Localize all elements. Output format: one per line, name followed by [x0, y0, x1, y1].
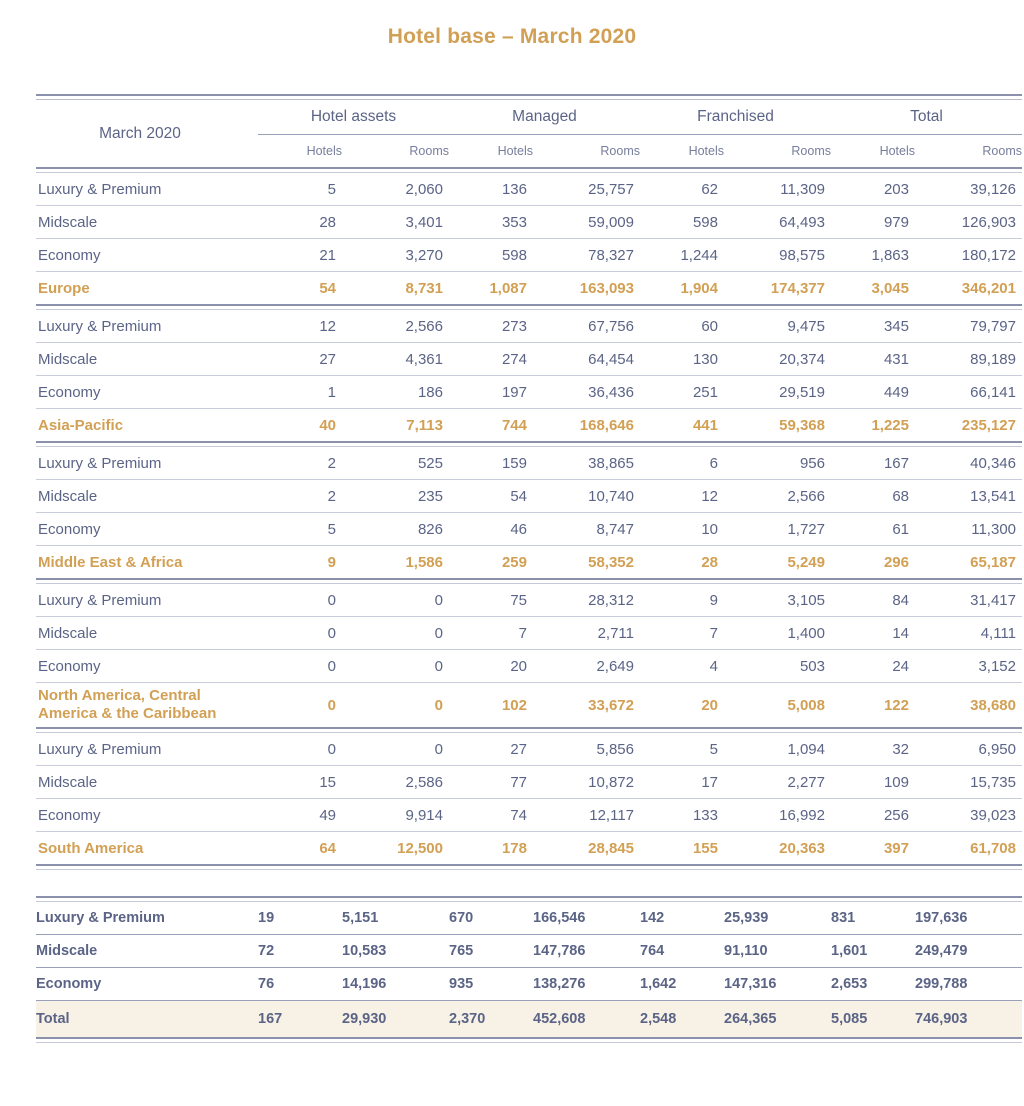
- summary-row-economy-franchised-hotels: 1,642: [640, 968, 724, 1001]
- segment-row-economy-franchised-hotels: 10: [640, 513, 724, 546]
- region-row-south-america-franchised-rooms: 20,363: [724, 832, 831, 866]
- segment-row-midscale-hotel-assets-hotels: 27: [258, 343, 342, 376]
- segment-row-midscale-label: Midscale: [36, 617, 258, 650]
- subheader-hotel-assets-rooms: Rooms: [409, 144, 449, 158]
- table-bottom-rule-cell: [36, 1038, 1022, 1043]
- segment-row-luxury-and-premium-managed-hotels: 136: [449, 173, 533, 206]
- segment-row-luxury-and-premium: [36, 584, 1022, 617]
- region-row-south-america-managed-hotels: 178: [449, 832, 533, 866]
- subheader-managed-hotels: Hotels: [497, 144, 533, 158]
- segment-row-midscale-total-rooms: 126,903: [915, 206, 1022, 239]
- total-row-total-rooms: 746,903: [915, 1001, 1022, 1039]
- segment-row-luxury-and-premium: [36, 173, 1022, 206]
- segment-row-luxury-and-premium-total-rooms: 40,346: [915, 447, 1022, 480]
- summary-row-luxury-and-premium-label: Luxury & Premium: [36, 910, 165, 926]
- segment-row-luxury-and-premium-total-hotels: 32: [831, 733, 915, 766]
- segment-row-economy-franchised-rooms: 1,727: [724, 513, 831, 546]
- segment-row-luxury-and-premium-franchised-hotels: 5: [640, 733, 724, 766]
- region-row-europe-managed-hotels: 1,087: [449, 272, 533, 306]
- segment-row-midscale: [36, 480, 1022, 513]
- region-row-middle-east-and-africa-managed-hotels: 259: [449, 546, 533, 580]
- segment-row-luxury-and-premium-total-rooms: 39,126: [915, 173, 1022, 206]
- segment-row-luxury-and-premium-hotel-assets-hotels: 5: [258, 173, 342, 206]
- table-bottom-rule: [36, 1038, 1022, 1043]
- segment-row-economy-managed-hotels: 598: [449, 239, 533, 272]
- segment-row-luxury-and-premium-managed-rooms: 25,757: [533, 173, 640, 206]
- region-row-asia-pacific-total-hotels: 1,225: [831, 409, 915, 443]
- summary-row-economy-hotel-assets-hotels: 76: [258, 968, 342, 1001]
- region-row-north-america-central-total-hotels: 122: [831, 683, 915, 729]
- summary-row-economy-label: Economy: [36, 968, 258, 1001]
- header-group-row: [36, 100, 1022, 135]
- segment-row-economy-managed-rooms: 78,327: [533, 239, 640, 272]
- region-row-north-america-central-franchised-rooms: 5,008: [724, 683, 831, 729]
- region-row-south-america-label: South America: [36, 832, 258, 866]
- segment-row-luxury-and-premium-hotel-assets-hotels: 12: [258, 310, 342, 343]
- summary-row-luxury-and-premium-total-hotels: 831: [831, 910, 856, 926]
- segment-row-economy-franchised-rooms: 16,992: [724, 799, 831, 832]
- segment-row-luxury-and-premium-franchised-hotels: 62: [640, 173, 724, 206]
- segment-row-luxury-and-premium-total-rooms: 31,417: [915, 584, 1022, 617]
- segment-row-midscale-managed-hotels: 7: [449, 617, 533, 650]
- segment-row-economy-hotel-assets-rooms: 9,914: [342, 799, 449, 832]
- region-row-europe-total-rooms: 346,201: [915, 272, 1022, 306]
- segment-row-luxury-and-premium-franchised-hotels: 6: [640, 447, 724, 480]
- region-row-asia-pacific: [36, 409, 1022, 443]
- summary-row-luxury-and-premium-hotel-assets-hotels: 19: [258, 910, 275, 926]
- segment-row-economy-managed-rooms: 2,649: [533, 650, 640, 683]
- segment-row-economy-franchised-hotels: 4: [640, 650, 724, 683]
- summary-row-luxury-and-premium: [36, 902, 1022, 935]
- segment-row-midscale-franchised-rooms: 2,566: [724, 480, 831, 513]
- header-group-franchised: Franchised: [640, 100, 831, 135]
- segment-row-midscale-label: Midscale: [36, 480, 258, 513]
- segment-row-midscale-franchised-rooms: 1,400: [724, 617, 831, 650]
- segment-row-midscale-hotel-assets-rooms: 4,361: [342, 343, 449, 376]
- summary-row-luxury-and-premium-managed-rooms: 166,546: [533, 910, 586, 926]
- region-row-asia-pacific-hotel-assets-rooms: 7,113: [342, 409, 449, 443]
- region-row-asia-pacific-managed-hotels: 744: [449, 409, 533, 443]
- segment-row-economy-total-hotels: 61: [831, 513, 915, 546]
- segment-row-luxury-and-premium-franchised-rooms: 3,105: [724, 584, 831, 617]
- region-row-south-america-managed-rooms: 28,845: [533, 832, 640, 866]
- total-row-managed-rooms: 452,608: [533, 1001, 640, 1039]
- subheader-franchised-rooms: Rooms: [791, 144, 831, 158]
- segment-row-luxury-and-premium-total-hotels: 203: [831, 173, 915, 206]
- section-gap: [36, 870, 1022, 898]
- segment-row-economy-hotel-assets-hotels: 21: [258, 239, 342, 272]
- segment-row-luxury-and-premium-hotel-assets-hotels: 2: [258, 447, 342, 480]
- segment-row-luxury-and-premium: [36, 733, 1022, 766]
- segment-row-midscale-franchised-hotels: 7: [640, 617, 724, 650]
- page-title: Hotel base – March 2020: [387, 25, 637, 48]
- header-group-managed: Managed: [449, 100, 640, 135]
- summary-row-midscale-franchised-rooms: 91,110: [724, 935, 831, 968]
- segment-row-luxury-and-premium-hotel-assets-rooms: 2,566: [342, 310, 449, 343]
- segment-row-midscale-franchised-hotels: 130: [640, 343, 724, 376]
- segment-row-midscale-managed-rooms: 59,009: [533, 206, 640, 239]
- segment-row-luxury-and-premium-managed-rooms: 38,865: [533, 447, 640, 480]
- region-row-europe-hotel-assets-hotels: 54: [258, 272, 342, 306]
- region-row-south-america-total-rooms: 61,708: [915, 832, 1022, 866]
- segment-row-midscale-hotel-assets-hotels: 0: [258, 617, 342, 650]
- segment-row-midscale-total-rooms: 15,735: [915, 766, 1022, 799]
- region-row-middle-east-and-africa-hotel-assets-hotels: 9: [258, 546, 342, 580]
- segment-row-luxury-and-premium-managed-hotels: 27: [449, 733, 533, 766]
- region-row-europe-total-hotels: 3,045: [831, 272, 915, 306]
- segment-row-economy-managed-rooms: 8,747: [533, 513, 640, 546]
- summary-row-midscale-managed-rooms: 147,786: [533, 935, 640, 968]
- subheader-total-rooms: Rooms: [982, 144, 1022, 158]
- region-row-south-america-hotel-assets-rooms: 12,500: [342, 832, 449, 866]
- segment-row-economy-franchised-hotels: 1,244: [640, 239, 724, 272]
- region-row-europe-hotel-assets-rooms: 8,731: [342, 272, 449, 306]
- segment-row-midscale-total-hotels: 979: [831, 206, 915, 239]
- segment-row-midscale-label: Midscale: [36, 343, 258, 376]
- segment-row-midscale: [36, 206, 1022, 239]
- segment-row-midscale-franchised-rooms: 2,277: [724, 766, 831, 799]
- segment-row-economy-total-hotels: 256: [831, 799, 915, 832]
- segment-row-economy: [36, 513, 1022, 546]
- summary-row-midscale-total-rooms: 249,479: [915, 935, 1022, 968]
- region-row-europe: [36, 272, 1022, 306]
- segment-row-economy-total-hotels: 449: [831, 376, 915, 409]
- segment-row-midscale-total-hotels: 68: [831, 480, 915, 513]
- segment-row-luxury-and-premium-managed-hotels: 75: [449, 584, 533, 617]
- summary-row-luxury-and-premium-franchised-rooms: 25,939: [724, 910, 769, 926]
- region-row-north-america-central-managed-rooms: 33,672: [533, 683, 640, 729]
- segment-row-midscale-total-hotels: 431: [831, 343, 915, 376]
- total-row-franchised-rooms: 264,365: [724, 1001, 831, 1039]
- segment-row-midscale-label: Midscale: [36, 766, 258, 799]
- segment-row-economy-hotel-assets-hotels: 0: [258, 650, 342, 683]
- segment-row-luxury-and-premium-total-hotels: 167: [831, 447, 915, 480]
- segment-row-economy-label: Economy: [36, 513, 258, 546]
- segment-row-luxury-and-premium-total-hotels: 345: [831, 310, 915, 343]
- total-row-hotel-assets-hotels: 167: [258, 1001, 342, 1039]
- region-row-north-america-central-label: North America, Central America & the Caribbean: [36, 683, 258, 729]
- summary-row-midscale-managed-hotels: 765: [449, 935, 533, 968]
- segment-row-luxury-and-premium: [36, 310, 1022, 343]
- subheader-franchised-hotels: Hotels: [688, 144, 724, 158]
- segment-row-luxury-and-premium-managed-rooms: 5,856: [533, 733, 640, 766]
- segment-row-luxury-and-premium-hotel-assets-rooms: 525: [342, 447, 449, 480]
- segment-row-midscale-managed-hotels: 54: [449, 480, 533, 513]
- total-row: [36, 1001, 1022, 1039]
- subheader-managed-rooms: Rooms: [600, 144, 640, 158]
- segment-row-economy-label: Economy: [36, 650, 258, 683]
- segment-row-economy: [36, 650, 1022, 683]
- hotel-base-table: [36, 94, 1022, 1043]
- segment-row-luxury-and-premium-franchised-rooms: 9,475: [724, 310, 831, 343]
- segment-row-economy: [36, 376, 1022, 409]
- header-group-total: Total: [831, 100, 1022, 135]
- summary-row-luxury-and-premium-total-rooms: 197,636: [915, 910, 968, 926]
- region-row-middle-east-and-africa-franchised-rooms: 5,249: [724, 546, 831, 580]
- region-row-asia-pacific-total-rooms: 235,127: [915, 409, 1022, 443]
- segment-row-economy-total-hotels: 1,863: [831, 239, 915, 272]
- segment-row-midscale-total-rooms: 89,189: [915, 343, 1022, 376]
- subheader-hotel-assets-hotels: Hotels: [306, 144, 342, 158]
- segment-row-economy-hotel-assets-hotels: 5: [258, 513, 342, 546]
- segment-row-midscale: [36, 343, 1022, 376]
- segment-row-economy-total-rooms: 11,300: [915, 513, 1022, 546]
- summary-row-economy-total-hotels: 2,653: [831, 968, 915, 1001]
- segment-row-luxury-and-premium-franchised-rooms: 11,309: [724, 173, 831, 206]
- region-row-asia-pacific-hotel-assets-hotels: 40: [258, 409, 342, 443]
- summary-row-luxury-and-premium-hotel-assets-rooms: 5,151: [342, 910, 379, 926]
- segment-row-midscale-managed-rooms: 10,740: [533, 480, 640, 513]
- table-body: [36, 173, 1022, 1043]
- segment-row-economy-total-rooms: 66,141: [915, 376, 1022, 409]
- summary-row-economy: [36, 968, 1022, 1001]
- region-row-asia-pacific-franchised-hotels: 441: [640, 409, 724, 443]
- total-row-label: Total: [36, 1001, 258, 1039]
- segment-row-economy-label: Economy: [36, 376, 258, 409]
- region-row-south-america-total-hotels: 397: [831, 832, 915, 866]
- segment-row-midscale-hotel-assets-rooms: 3,401: [342, 206, 449, 239]
- segment-row-midscale: [36, 766, 1022, 799]
- segment-row-luxury-and-premium-total-hotels: 84: [831, 584, 915, 617]
- segment-row-luxury-and-premium-franchised-rooms: 1,094: [724, 733, 831, 766]
- segment-row-economy-total-rooms: 39,023: [915, 799, 1022, 832]
- segment-row-luxury-and-premium-label: Luxury & Premium: [36, 733, 258, 766]
- segment-row-midscale-total-rooms: 4,111: [915, 617, 1022, 650]
- region-row-europe-franchised-rooms: 174,377: [724, 272, 831, 306]
- region-row-north-america-central-total-rooms: 38,680: [915, 683, 1022, 729]
- segment-row-economy-managed-hotels: 74: [449, 799, 533, 832]
- segment-row-luxury-and-premium-hotel-assets-rooms: 2,060: [342, 173, 449, 206]
- segment-row-luxury-and-premium-managed-rooms: 28,312: [533, 584, 640, 617]
- total-row-franchised-hotels: 2,548: [640, 1001, 724, 1039]
- segment-row-midscale-hotel-assets-rooms: 0: [342, 617, 449, 650]
- segment-row-midscale-hotel-assets-hotels: 28: [258, 206, 342, 239]
- segment-row-midscale-total-hotels: 14: [831, 617, 915, 650]
- segment-row-midscale-managed-rooms: 10,872: [533, 766, 640, 799]
- segment-row-midscale-franchised-rooms: 20,374: [724, 343, 831, 376]
- region-row-asia-pacific-label: Asia-Pacific: [36, 409, 258, 443]
- segment-row-midscale-hotel-assets-hotels: 2: [258, 480, 342, 513]
- segment-row-luxury-and-premium-managed-hotels: 273: [449, 310, 533, 343]
- region-row-north-america-central-hotel-assets-hotels: 0: [258, 683, 342, 729]
- region-row-north-america-central: [36, 683, 1022, 729]
- segment-row-luxury-and-premium-label: Luxury & Premium: [36, 173, 258, 206]
- segment-row-luxury-and-premium-label: Luxury & Premium: [36, 584, 258, 617]
- segment-row-economy-hotel-assets-hotels: 1: [258, 376, 342, 409]
- segment-row-economy-managed-hotels: 20: [449, 650, 533, 683]
- segment-row-economy-franchised-hotels: 251: [640, 376, 724, 409]
- summary-row-midscale-hotel-assets-rooms: 10,583: [342, 935, 449, 968]
- segment-row-luxury-and-premium-hotel-assets-hotels: 0: [258, 733, 342, 766]
- summary-row-economy-managed-hotels: 935: [449, 968, 533, 1001]
- segment-row-economy-total-hotels: 24: [831, 650, 915, 683]
- segment-row-economy-managed-hotels: 46: [449, 513, 533, 546]
- summary-row-economy-managed-rooms: 138,276: [533, 968, 640, 1001]
- segment-row-luxury-and-premium-hotel-assets-rooms: 0: [342, 584, 449, 617]
- segment-row-economy-hotel-assets-rooms: 826: [342, 513, 449, 546]
- segment-row-midscale-hotel-assets-hotels: 15: [258, 766, 342, 799]
- segment-row-midscale-managed-rooms: 2,711: [533, 617, 640, 650]
- region-row-south-america-hotel-assets-hotels: 64: [258, 832, 342, 866]
- segment-row-economy-label: Economy: [36, 799, 258, 832]
- segment-row-midscale-total-rooms: 13,541: [915, 480, 1022, 513]
- total-row-hotel-assets-rooms: 29,930: [342, 1001, 449, 1039]
- segment-row-midscale-label: Midscale: [36, 206, 258, 239]
- region-row-middle-east-and-africa-hotel-assets-rooms: 1,586: [342, 546, 449, 580]
- segment-row-midscale: [36, 617, 1022, 650]
- segment-row-economy-franchised-rooms: 503: [724, 650, 831, 683]
- summary-row-midscale-hotel-assets-hotels: 72: [258, 935, 342, 968]
- subheader-total-hotels: Hotels: [879, 144, 915, 158]
- segment-row-luxury-and-premium: [36, 447, 1022, 480]
- segment-row-midscale-hotel-assets-rooms: 2,586: [342, 766, 449, 799]
- segment-row-economy-total-rooms: 3,152: [915, 650, 1022, 683]
- segment-row-economy-managed-rooms: 36,436: [533, 376, 640, 409]
- segment-row-midscale-hotel-assets-rooms: 235: [342, 480, 449, 513]
- summary-row-midscale: [36, 935, 1022, 968]
- segment-row-economy-hotel-assets-hotels: 49: [258, 799, 342, 832]
- header-group-hotel-assets: Hotel assets: [258, 100, 449, 135]
- summary-row-economy-total-rooms: 299,788: [915, 968, 1022, 1001]
- summary-row-midscale-franchised-hotels: 764: [640, 935, 724, 968]
- region-row-north-america-central-managed-hotels: 102: [449, 683, 533, 729]
- summary-row-midscale-label: Midscale: [36, 935, 258, 968]
- segment-row-economy-franchised-rooms: 98,575: [724, 239, 831, 272]
- segment-row-luxury-and-premium-hotel-assets-hotels: 0: [258, 584, 342, 617]
- segment-row-luxury-and-premium-franchised-hotels: 60: [640, 310, 724, 343]
- segment-row-midscale-franchised-hotels: 598: [640, 206, 724, 239]
- segment-row-economy-label: Economy: [36, 239, 258, 272]
- region-row-europe-managed-rooms: 163,093: [533, 272, 640, 306]
- segment-row-economy-franchised-rooms: 29,519: [724, 376, 831, 409]
- summary-row-luxury-and-premium-franchised-hotels: 142: [640, 910, 665, 926]
- summary-row-luxury-and-premium-managed-hotels: 670: [449, 910, 474, 926]
- segment-row-luxury-and-premium-total-rooms: 6,950: [915, 733, 1022, 766]
- region-row-europe-label: Europe: [36, 272, 258, 306]
- segment-row-midscale-franchised-hotels: 12: [640, 480, 724, 513]
- segment-row-economy-hotel-assets-rooms: 3,270: [342, 239, 449, 272]
- segment-row-midscale-managed-hotels: 274: [449, 343, 533, 376]
- segment-row-luxury-and-premium-label: Luxury & Premium: [36, 447, 258, 480]
- segment-row-economy: [36, 799, 1022, 832]
- segment-row-luxury-and-premium-managed-rooms: 67,756: [533, 310, 640, 343]
- region-row-north-america-central-franchised-hotels: 20: [640, 683, 724, 729]
- region-row-asia-pacific-franchised-rooms: 59,368: [724, 409, 831, 443]
- segment-row-economy-hotel-assets-rooms: 186: [342, 376, 449, 409]
- segment-row-midscale-managed-rooms: 64,454: [533, 343, 640, 376]
- segment-row-luxury-and-premium-hotel-assets-rooms: 0: [342, 733, 449, 766]
- region-row-middle-east-and-africa-total-rooms: 65,187: [915, 546, 1022, 580]
- segment-row-economy-managed-hotels: 197: [449, 376, 533, 409]
- region-row-middle-east-and-africa-managed-rooms: 58,352: [533, 546, 640, 580]
- segment-row-midscale-managed-hotels: 77: [449, 766, 533, 799]
- region-row-south-america-franchised-hotels: 155: [640, 832, 724, 866]
- segment-row-economy-total-rooms: 180,172: [915, 239, 1022, 272]
- header-stub-label: March 2020: [99, 124, 181, 142]
- segment-row-midscale-franchised-rooms: 64,493: [724, 206, 831, 239]
- hotel-base-table-container: [36, 49, 1022, 1043]
- region-row-middle-east-and-africa-franchised-hotels: 28: [640, 546, 724, 580]
- summary-row-midscale-total-hotels: 1,601: [831, 935, 915, 968]
- segment-row-luxury-and-premium-franchised-hotels: 9: [640, 584, 724, 617]
- segment-row-luxury-and-premium-total-rooms: 79,797: [915, 310, 1022, 343]
- segment-row-midscale-franchised-hotels: 17: [640, 766, 724, 799]
- segment-row-luxury-and-premium-label: Luxury & Premium: [36, 310, 258, 343]
- region-row-europe-franchised-hotels: 1,904: [640, 272, 724, 306]
- segment-row-luxury-and-premium-managed-hotels: 159: [449, 447, 533, 480]
- total-row-total-hotels: 5,085: [831, 1001, 915, 1039]
- segment-row-economy: [36, 239, 1022, 272]
- segment-row-midscale-total-hotels: 109: [831, 766, 915, 799]
- section-gap-cell: [36, 870, 1022, 898]
- region-row-middle-east-and-africa-label: Middle East & Africa: [36, 546, 258, 580]
- segment-row-economy-franchised-hotels: 133: [640, 799, 724, 832]
- summary-row-economy-hotel-assets-rooms: 14,196: [342, 968, 449, 1001]
- region-row-middle-east-and-africa-total-hotels: 296: [831, 546, 915, 580]
- segment-row-economy-managed-rooms: 12,117: [533, 799, 640, 832]
- segment-row-midscale-managed-hotels: 353: [449, 206, 533, 239]
- region-row-asia-pacific-managed-rooms: 168,646: [533, 409, 640, 443]
- table-header: [36, 95, 1022, 173]
- total-row-managed-hotels: 2,370: [449, 1001, 533, 1039]
- summary-row-economy-franchised-rooms: 147,316: [724, 968, 831, 1001]
- region-row-north-america-central-hotel-assets-rooms: 0: [342, 683, 449, 729]
- region-row-south-america: [36, 832, 1022, 866]
- segment-row-economy-hotel-assets-rooms: 0: [342, 650, 449, 683]
- region-row-middle-east-and-africa: [36, 546, 1022, 580]
- segment-row-luxury-and-premium-franchised-rooms: 956: [724, 447, 831, 480]
